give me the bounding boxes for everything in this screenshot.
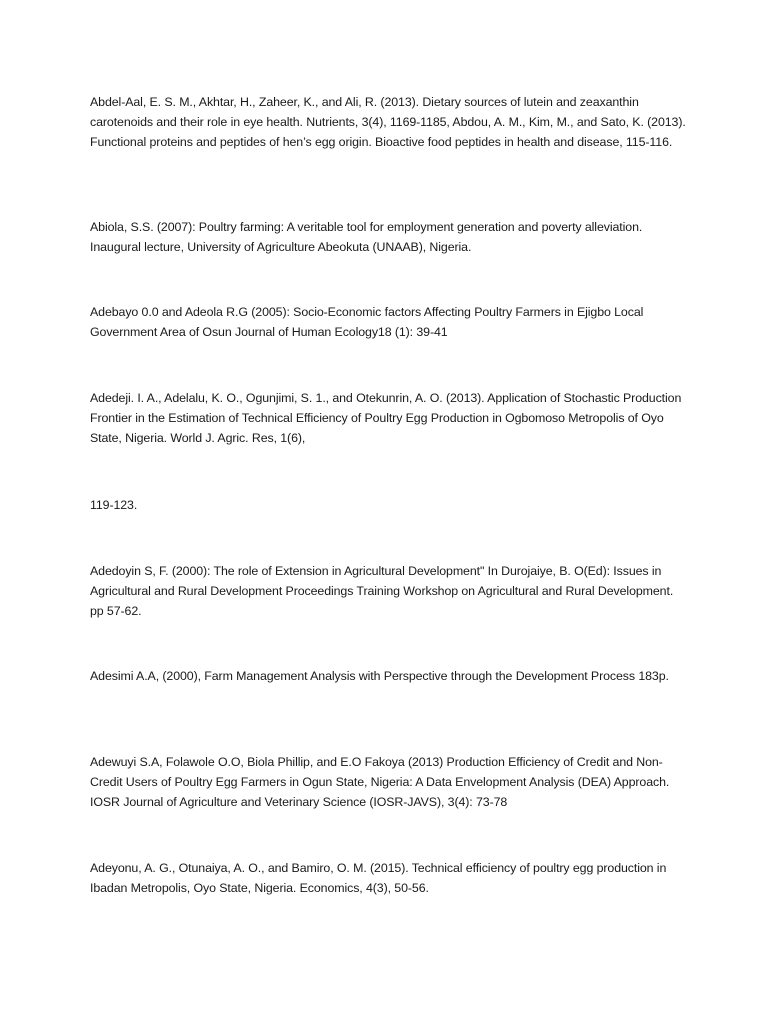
reference-adesimi: Adesimi A.A, (2000), Farm Management Analysis with Perspective through the Development Process 183p.	[90, 669, 669, 683]
reference-abdel-aal: Abdel-Aal, E. S. M., Akhtar, H., Zaheer, K., and Ali, R. (2013). Dietary sources of lutein and zeaxanthin carotenoids and their role in eye health. Nutrients, 3(4), 1169-1185, Abdou, A. M., Kim, M., and Sato, K. (2013). Functional proteins and peptides of hen’s egg origin. Bioactive food peptides in health and disease, 115-116.	[90, 95, 686, 150]
reference-adebayo: Adebayo 0.0 and Adeola R.G (2005): Socio-Economic factors Affecting Poultry Farmers in Ejigbo Local Government Area of Osun Journal of Human Ecology18 (1): 39-41	[90, 305, 644, 340]
reference-adedeji-pages: 119-123.	[90, 498, 138, 512]
reference-abiola: Abiola, S.S. (2007): Poultry farming: A veritable tool for employment generation and poverty alleviation. Inaugural lecture, University of Agriculture Abeokuta (UNAAB), Nigeria.	[90, 220, 643, 255]
reference-adedeji: Adedeji. I. A., Adelalu, K. O., Ogunjimi, S. 1., and Otekunrin, A. O. (2013). Application of Stochastic Production Frontier in the Estimation of Technical Efficiency of Poultry Egg Production in Ogbomoso Metropolis of Oyo State, Nigeria. World J. Agric. Res, 1(6),	[90, 391, 682, 446]
reference-adewuyi: Adewuyi S.A, Folawole O.O, Biola Phillip, and E.O Fakoya (2013) Production Efficiency of Credit and Non-Credit Users of Poultry Egg Farmers in Ogun State, Nigeria: A Data Envelopment Analysis (DEA) Approach. IOSR Journal of Agriculture and Veterinary Science (IOSR-JAVS), 3(4): 73-78	[90, 755, 670, 810]
reference-adeyonu: Adeyonu, A. G., Otunaiya, A. O., and Bamiro, O. M. (2015). Technical efficiency of poultry egg production in Ibadan Metropolis, Oyo State, Nigeria. Economics, 4(3), 50-56.	[90, 861, 667, 896]
reference-adedoyin: Adedoyin S, F. (2000): The role of Extension in Agricultural Development" In Durojaiye, B. O(Ed): Issues in Agricultural and Rural Development Proceedings Training Workshop on Agricultural and Rural Development. pp 57-62.	[90, 564, 674, 619]
